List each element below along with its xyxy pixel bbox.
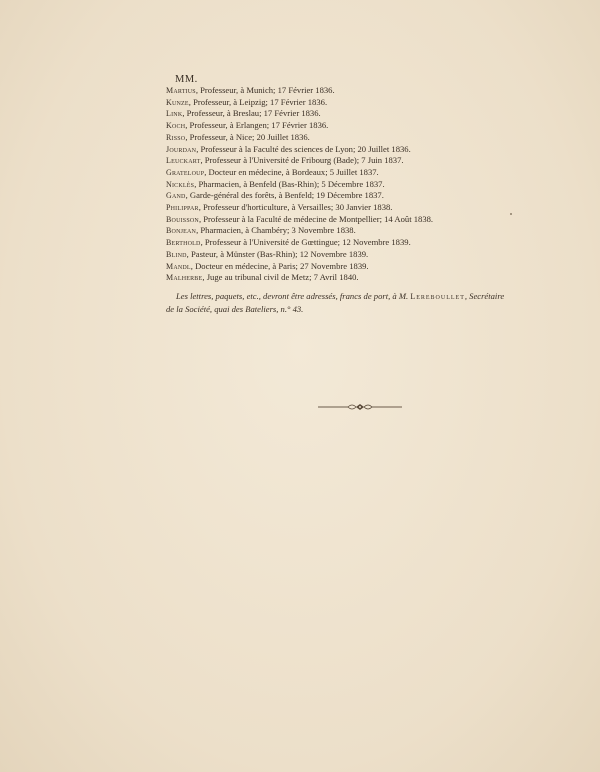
member-name: Berthold — [166, 238, 201, 248]
list-item — [166, 237, 566, 249]
member-name: Mandl — [166, 261, 191, 271]
list-item — [166, 272, 566, 284]
member-detail: , Pharmacien, à Chambéry; 3 Novembre 1838. — [196, 225, 356, 236]
members-header: MM. — [175, 74, 198, 85]
member-detail: , Professeur, à Erlangen; 17 Février 1836. — [185, 120, 329, 131]
member-detail: , Professeur, à Breslau; 17 Février 1836. — [182, 108, 321, 119]
member-name: Link — [166, 109, 183, 119]
note-text-end: , Secrétaire — [464, 291, 505, 301]
member-name: Leuckart — [166, 156, 201, 166]
list-item — [166, 214, 566, 226]
member-detail: , Docteur en médecine, à Bordeaux; 5 Juillet 1837. — [204, 166, 379, 177]
member-name: Malherbe — [166, 273, 203, 283]
paper-speck — [510, 213, 512, 215]
list-item — [166, 179, 566, 191]
list-item — [166, 144, 566, 156]
list-item — [166, 225, 566, 237]
member-detail: , Professeur à la Faculté des sciences de Lyon; 20 Juillet 1836. — [196, 143, 411, 154]
member-detail: , Professeur à la Faculté de médecine de Montpellier; 14 Août 1838. — [198, 213, 434, 224]
member-name: Nicklès — [166, 179, 195, 189]
member-name: Martius — [166, 86, 196, 95]
note-line-2: de la Société, quai des Bateliers, n.° 43. — [166, 304, 304, 314]
member-detail: , Pharmacien, à Benfeld (Bas-Rhin); 5 Décembre 1837. — [194, 178, 385, 189]
member-detail: , Professeur à l'Université de Fribourg (Bade); 7 Juin 1837. — [200, 155, 404, 166]
member-detail: , Professeur, à Nice; 20 Juillet 1836. — [185, 131, 310, 142]
member-detail: , Garde-général des forêts, à Benfeld; 19 Décembre 1837. — [185, 190, 384, 201]
member-name: Bouisson — [166, 214, 199, 224]
correspondence-note — [166, 290, 578, 315]
member-name: Blind — [166, 249, 187, 259]
list-item — [166, 85, 566, 97]
list-item — [166, 167, 566, 179]
member-detail: , Pasteur, à Münster (Bas-Rhin); 12 Novembre 1839. — [186, 248, 369, 259]
member-detail: , Professeur d'horticulture, à Versailles; 30 Janvier 1838. — [198, 202, 393, 213]
list-item — [166, 249, 566, 261]
member-name: Koch — [166, 121, 186, 131]
note-text: Les lettres, paquets, etc., devront être adressés, francs de port, à M. — [176, 291, 411, 301]
list-item — [166, 108, 566, 120]
list-item — [166, 190, 566, 202]
list-item — [166, 155, 566, 167]
list-item — [166, 132, 566, 144]
member-name: Bonjean — [166, 226, 197, 236]
note-line-1 — [166, 290, 578, 303]
decorative-rule-icon — [318, 402, 402, 412]
member-detail: , Professeur, à Munich; 17 Février 1836. — [195, 85, 335, 95]
member-detail: , Professeur, à Leipzig; 17 Février 1836. — [188, 96, 328, 107]
list-item — [166, 120, 566, 132]
member-list — [166, 85, 566, 284]
member-name: Jourdan — [166, 144, 197, 154]
member-name: Grateloup — [166, 167, 205, 177]
list-item — [166, 261, 566, 273]
member-detail: , Juge au tribunal civil de Metz; 7 Avril 1840. — [202, 272, 359, 283]
member-detail: , Professeur à l'Université de Gœttingue; 12 Novembre 1839. — [200, 237, 411, 248]
member-name: Risso — [166, 132, 186, 142]
member-name: Philippar — [166, 203, 199, 213]
member-name: Kunze — [166, 97, 189, 107]
member-detail: , Docteur en médecine, à Paris; 27 Novembre 1839. — [190, 260, 369, 271]
list-item — [166, 97, 566, 109]
secretary-name: Lereboullet — [410, 292, 465, 301]
member-name: Gand — [166, 191, 186, 201]
list-item — [166, 202, 566, 214]
